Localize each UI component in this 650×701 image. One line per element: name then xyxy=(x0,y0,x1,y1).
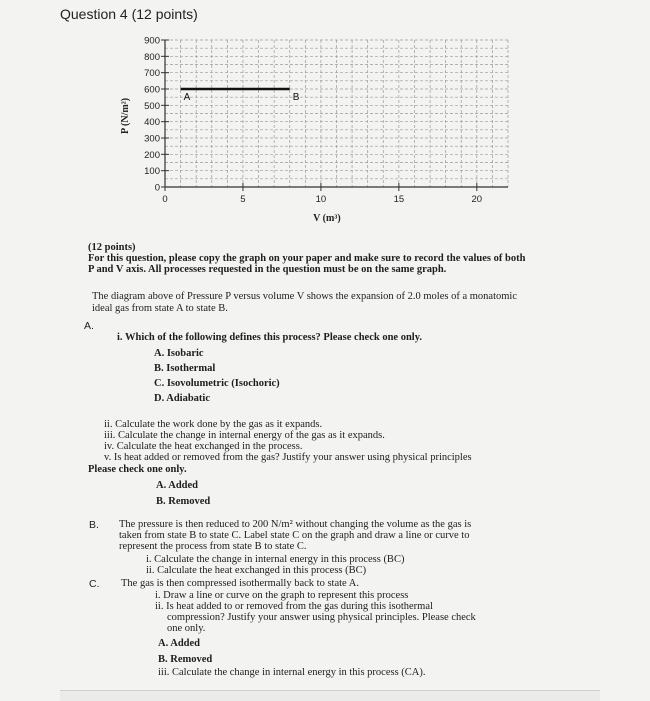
part-a-q3: iii. Calculate the change in internal energy of the gas as it expands. xyxy=(104,430,385,441)
part-a-q4: iv. Calculate the heat exchanged in the process. xyxy=(104,441,303,452)
part-c-i: i. Draw a line or curve on the graph to represent this process xyxy=(155,590,409,601)
part-c-ii-2: compression? Justify your answer using physical principles. Please check xyxy=(167,612,476,623)
intro-desc-2: ideal gas from state A to state B. xyxy=(92,303,228,314)
option-isothermal: B. Isothermal xyxy=(154,363,216,374)
x-axis-title: V (m³) xyxy=(313,213,341,224)
x-tick-label: 20 xyxy=(471,194,483,205)
x-tick-label: 10 xyxy=(315,194,327,205)
x-tick-label: 5 xyxy=(240,194,246,205)
x-tick-label: 15 xyxy=(393,194,405,205)
question-title: Question 4 (12 points) xyxy=(60,6,198,22)
part-c-option-added: A. Added xyxy=(158,638,201,649)
part-c-iii: iii. Calculate the change in internal energy in this process (CA). xyxy=(158,667,426,678)
part-c-ii-1: ii. Is heat added to or removed from the gas during this isothermal xyxy=(155,601,433,612)
y-tick-label: 600 xyxy=(144,84,160,96)
part-b-line-3: represent the process from state B to state C. xyxy=(119,541,307,552)
intro-desc-1: The diagram above of Pressure P versus volume V shows the expansion of 2.0 moles of a monatomic xyxy=(92,291,517,302)
part-a-check-one: Please check one only. xyxy=(88,464,187,475)
option-isobaric: A. Isobaric xyxy=(154,348,204,359)
answer-box-edge xyxy=(60,690,600,701)
part-b-letter: B. xyxy=(89,519,99,531)
intro-line-1: For this question, please copy the graph on your paper and make sure to record the values of both xyxy=(88,253,526,264)
option-isovolumetric: C. Isovolumetric (Isochoric) xyxy=(154,378,280,389)
part-b-i: i. Calculate the change in internal energy in this process (BC) xyxy=(146,554,405,565)
y-tick-label: 200 xyxy=(144,149,160,161)
x-tick-label: 0 xyxy=(162,194,168,205)
part-a-option-added: A. Added xyxy=(156,480,199,491)
state-label: B xyxy=(292,92,300,103)
state-label: A xyxy=(183,92,191,103)
part-c-option-removed: B. Removed xyxy=(158,654,213,665)
y-tick-label: 900 xyxy=(144,35,160,47)
part-c-letter: C. xyxy=(89,578,100,590)
y-axis-title: P (N/m²) xyxy=(120,97,131,135)
part-c-ii-3: one only. xyxy=(167,623,206,634)
pv-chart xyxy=(0,0,650,240)
intro-points: (12 points) xyxy=(88,242,136,253)
option-adiabatic: D. Adiabatic xyxy=(154,393,211,404)
part-a-letter: A. xyxy=(84,320,94,332)
part-a-q2: ii. Calculate the work done by the gas as it expands. xyxy=(104,419,323,430)
part-a-q1: i. Which of the following defines this process? Please check one only. xyxy=(117,332,422,343)
y-tick-label: 300 xyxy=(144,133,160,145)
part-a-option-removed: B. Removed xyxy=(156,496,211,507)
y-tick-label: 0 xyxy=(154,182,160,194)
part-b-line-2: taken from state B to state C. Label state C on the graph and draw a line or curve to xyxy=(119,530,470,541)
part-a-q5: v. Is heat added or removed from the gas? Justify your answer using physical principles xyxy=(104,452,472,463)
y-tick-label: 500 xyxy=(144,100,160,112)
part-b-ii: ii. Calculate the heat exchanged in this process (BC) xyxy=(146,565,367,576)
intro-line-2: P and V axis. All processes requested in the question must be on the same graph. xyxy=(88,264,447,275)
y-tick-label: 400 xyxy=(144,117,160,129)
y-tick-label: 100 xyxy=(144,166,160,178)
y-tick-label: 700 xyxy=(144,68,160,80)
y-tick-label: 800 xyxy=(144,51,160,63)
part-c-line-1: The gas is then compressed isothermally back to state A. xyxy=(121,578,359,589)
part-b-line-1: The pressure is then reduced to 200 N/m² without changing the volume as the gas is xyxy=(119,519,472,530)
